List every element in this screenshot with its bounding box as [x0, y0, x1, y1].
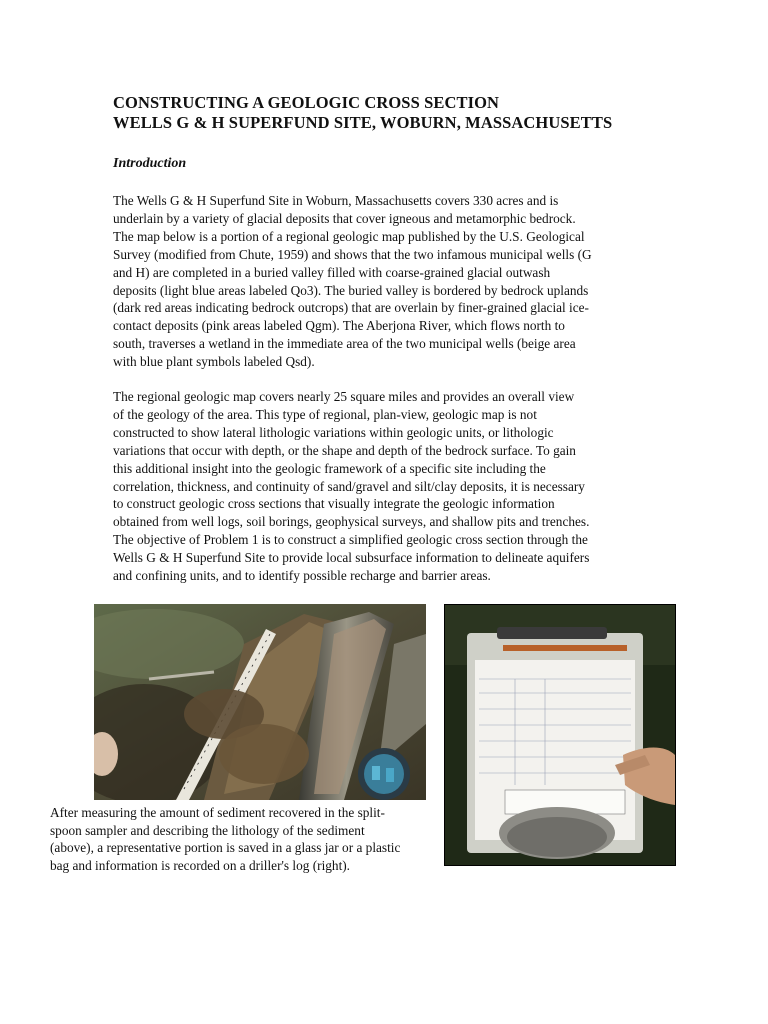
paragraph-line: and confining units, and to identify possible recharge and barrier areas.	[113, 568, 491, 584]
paragraph-line: Wells G & H Superfund Site to provide local subsurface information to delineate aquifers	[113, 550, 590, 566]
drillers-log-image	[445, 605, 675, 865]
paragraph-line: to construct geologic cross sections that visually integrate the geologic information	[113, 496, 555, 512]
paragraph-line: and H) are completed in a buried valley filled with coarse-grained glacial outwash	[113, 264, 551, 280]
paragraph-line: underlain by a variety of glacial deposits that cover igneous and metamorphic bedrock.	[113, 210, 576, 226]
introduction-paragraph-2	[113, 388, 658, 585]
introduction-paragraph-1	[113, 192, 658, 371]
split-spoon-sampler-image	[94, 604, 426, 800]
paragraph-line: Survey (modified from Chute, 1959) and shows that the two infamous municipal wells (G	[113, 246, 592, 262]
paragraph-line: south, traverses a wetland in the immediate area of the two municipal wells (beige area	[113, 336, 576, 352]
caption-line: bag and information is recorded on a driller's log (right).	[50, 858, 351, 874]
split-spoon-sampler-photo	[94, 604, 426, 800]
drillers-log-photo	[444, 604, 676, 866]
title-line-1: CONSTRUCTING A GEOLOGIC CROSS SECTION	[113, 93, 500, 112]
paragraph-line: correlation, thickness, and continuity of sand/gravel and silt/clay deposits, it is necessary	[113, 478, 585, 494]
paragraph-line: The objective of Problem 1 is to construct a simplified geologic cross section through the	[113, 532, 588, 548]
document-title	[113, 93, 612, 133]
paragraph-line: obtained from well logs, soil borings, geophysical surveys, and shallow pits and trenches.	[113, 514, 590, 530]
introduction-heading: Introduction	[113, 156, 187, 171]
caption-line: After measuring the amount of sediment recovered in the split-	[50, 805, 385, 820]
photo-caption	[50, 804, 400, 875]
paragraph-line: of the geology of the area. This type of regional, plan-view, geologic map is not	[113, 406, 537, 422]
title-line-2: WELLS G & H SUPERFUND SITE, WOBURN, MASSACHUSETTS	[113, 113, 613, 132]
paragraph-line: The regional geologic map covers nearly 25 square miles and provides an overall view	[113, 389, 575, 404]
caption-line: (above), a representative portion is saved in a glass jar or a plastic	[50, 840, 401, 856]
caption-line: spoon sampler and describing the lithology of the sediment	[50, 822, 365, 838]
paragraph-line: contact deposits (pink areas labeled Qgm). The Aberjona River, which flows north to	[113, 318, 565, 334]
paragraph-line: The Wells G & H Superfund Site in Woburn, Massachusetts covers 330 acres and is	[113, 193, 559, 208]
paragraph-line: this additional insight into the geologic framework of a specific site including the	[113, 460, 546, 476]
paragraph-line: with blue plant symbols labeled Qsd).	[113, 354, 315, 370]
paragraph-line: variations that occur with depth, or the shape and depth of the bedrock surface. To gain	[113, 442, 576, 458]
paragraph-line: The map below is a portion of a regional geologic map published by the U.S. Geological	[113, 228, 585, 244]
paragraph-line: constructed to show lateral lithologic variations within geologic units, or lithologic	[113, 424, 554, 440]
paragraph-line: (dark red areas indicating bedrock outcrops) that are overlain by finer-grained glacial ice-	[113, 300, 589, 316]
paragraph-line: deposits (light blue areas labeled Qo3). The buried valley is bordered by bedrock uplands	[113, 282, 589, 298]
